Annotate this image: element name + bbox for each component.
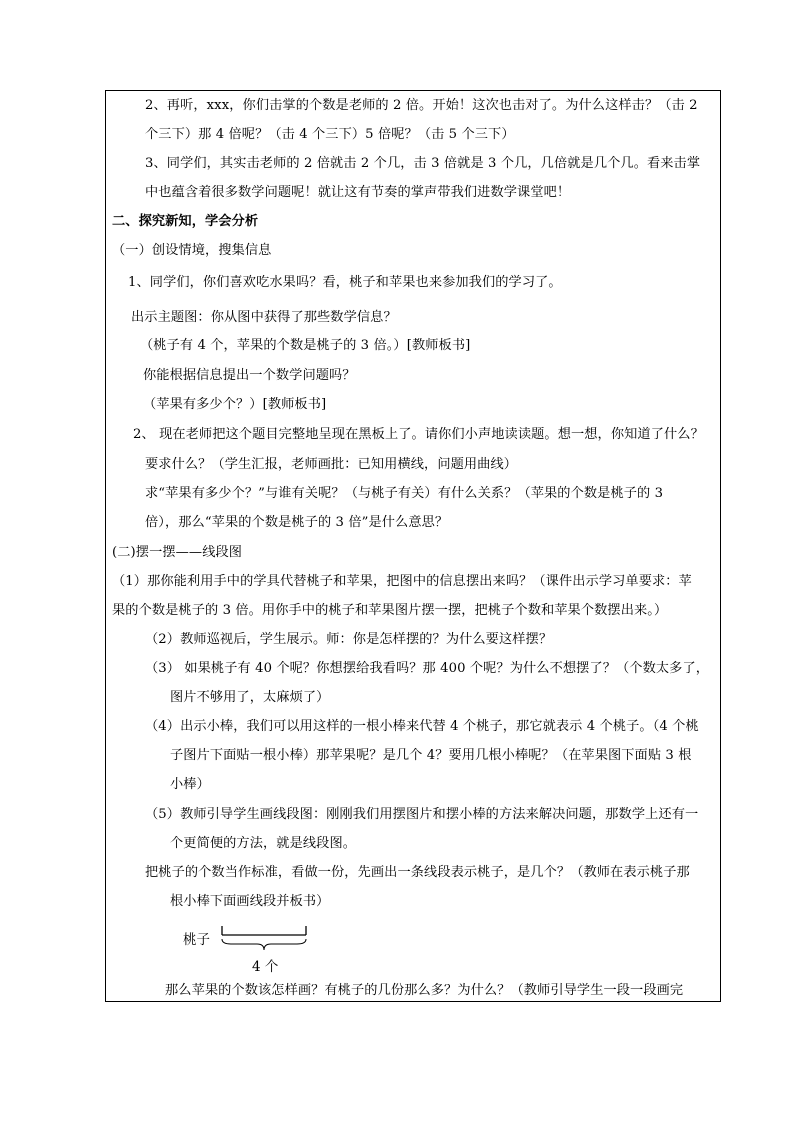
brace-icon	[221, 938, 307, 952]
subsection-heading: (二)摆一摆——线段图	[112, 545, 243, 560]
text-line: 2、再听，xxx，你们击掌的个数是老师的 2 倍。开始！这次也击对了。为什么这样击？（击 2	[145, 98, 698, 113]
text-line: 个更简便的方法，就是线段图。	[170, 836, 357, 851]
text-line: （4）出示小棒，我们可以用这样的一根小棒来代替 4 个桃子，那它就表示 4 个桃子。（4 个桃	[145, 719, 699, 734]
text-line: （5）教师引导学生画线段图：刚刚我们用摆图片和摆小棒的方法来解决问题，那数学上还有一	[145, 807, 699, 822]
text-line: （桃子有 4 个，苹果的个数是桃子的 3 倍。）[教师板书]	[140, 338, 471, 353]
text-line: 3、同学们，其实击老师的 2 倍就击 2 个几，击 3 倍就是 3 个几，几倍就是几个几。看来击掌	[145, 156, 701, 171]
text-line: 小棒）	[170, 777, 210, 792]
segment-label-peach: 桃子	[183, 932, 210, 948]
text-line: 中也蕴含着很多数学问题呢！就让这有节奏的掌声带我们进数学课堂吧！	[145, 185, 571, 200]
text-line: （1）那你能利用手中的学具代替桃子和苹果，把图中的信息摆出来吗？（课件出示学习单要求：苹	[112, 574, 692, 589]
text-line: （2）教师巡视后，学生展示。师：你是怎样摆的？为什么要这样摆？	[145, 632, 553, 647]
text-line: 2、 现在老师把这个题目完整地呈现在黑板上了。请你们小声地读读题。想一想，你知道了什么？	[133, 427, 704, 442]
text-line: 1、同学们，你们喜欢吃水果吗？看，桃子和苹果也来参加我们的学习了。	[128, 275, 562, 290]
text-line: 图片不够用了，太麻烦了）	[170, 690, 330, 705]
section-heading: 二、探究新知，学会分析	[112, 214, 259, 229]
text-line: 果的个数是桃子的 3 倍。用你手中的桃子和苹果图片摆一摆，把桃子个数和苹果个数摆出来。）	[112, 603, 668, 618]
text-line: 根小棒下面画线段并板书）	[170, 894, 330, 909]
text-line: 出示主题图：你从图中获得了那些数学信息？	[131, 310, 397, 325]
segment-count-label: 4 个	[252, 959, 279, 975]
text-line: 子图片下面贴一根小棒）那苹果呢？是几个 4？要用几根小棒呢？（在苹果图下面贴 3 根	[170, 748, 692, 763]
text-line: 倍），那么“苹果的个数是桃子的 3 倍”是什么意思？	[145, 515, 449, 530]
text-line: 要求什么？（学生汇报，老师画批：已知用横线，问题用曲线）	[145, 457, 518, 472]
text-line: 把桃子的个数当作标准，看做一份，先画出一条线段表示桃子，是几个？（教师在表示桃子那	[145, 865, 690, 880]
text-line: 你能根据信息提出一个数学问题吗？	[143, 368, 356, 383]
text-line: 求“苹果有多少个？”与谁有关呢？（与桃子有关）有什么关系？（苹果的个数是桃子的 3	[145, 486, 664, 501]
subsection-heading: （一）创设情境，搜集信息	[112, 243, 272, 258]
text-line: 个三下）那 4 倍呢？（击 4 个三下）5 倍呢？（击 5 个三下）	[145, 127, 515, 142]
text-line: （苹果有多少个？）[教师板书]	[143, 397, 327, 412]
text-line: （3） 如果桃子有 40 个呢？你想摆给我看吗？那 400 个呢？为什么不想摆了？（个数太多了，	[145, 661, 710, 676]
text-line: 那么苹果的个数该怎样画？有桃子的几份那么多？为什么？（教师引导学生一段一段画完	[165, 983, 684, 998]
